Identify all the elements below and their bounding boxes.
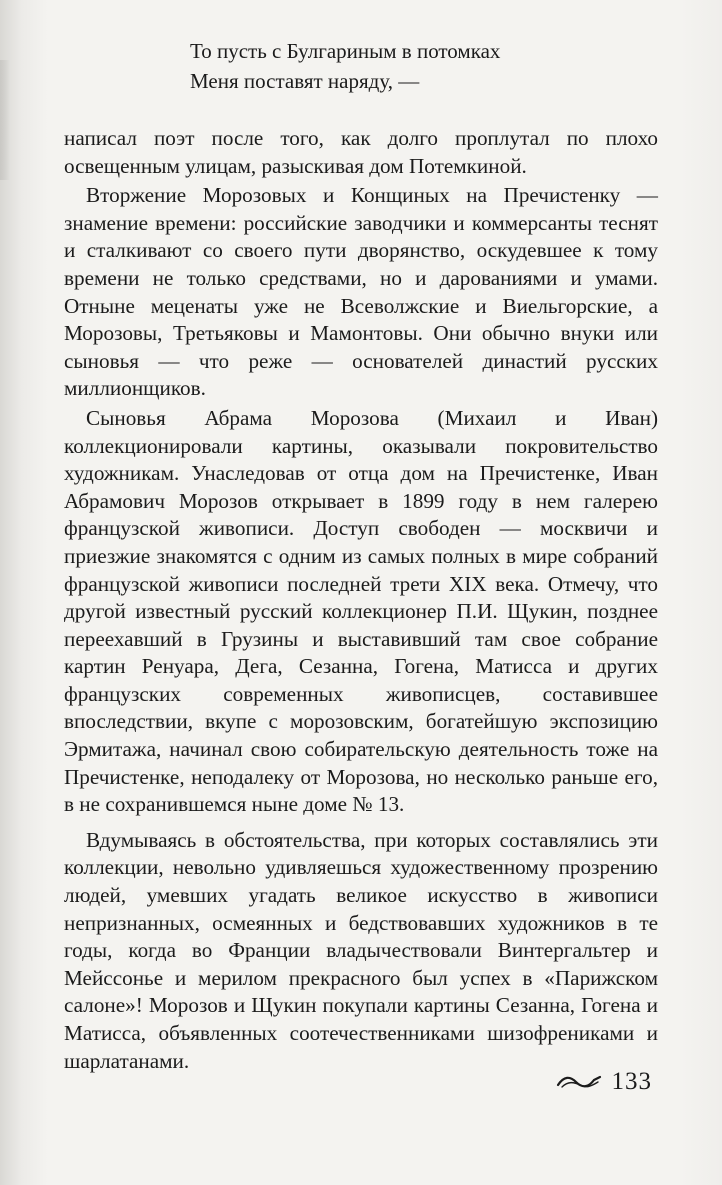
paragraph-2: Вторжение Морозовых и Конщиных на Пречистенку — знамение времени: российские заводчики и коммерсанты теснят и сталкивают со своего пути дворянство, оскудевшее к тому времени не только средствами, но и дарованиями и умами. Отныне меценаты уже не Всеволжские и Виельгорские, а Морозовы, Третьяковы и Мамонтовы. Они обычно внуки или сыновья — что реже — основателей династий русских миллионщиков. bbox=[64, 183, 658, 401]
body-text bbox=[64, 125, 658, 1075]
epigraph-line-2: Меня поставят наряду, — bbox=[190, 69, 420, 93]
paragraph-3: Сыновья Абрама Морозова (Михаил и Иван) коллекционировали картины, оказывали покровительство художникам. Унаследовав от отца дом на Пречистенке, Иван Абрамович Морозов открывает в 1899 году в нем галерею французской живописи. Доступ свободен — москвичи и приезжие знакомятся с одним из самых полных в мире собраний французской живописи последней трети XIX века. Отмечу, что другой известный русский коллекционер П.И. Щукин, позднее переехавший в Грузины и выставивший там свое собрание картин Ренуара, Дега, Сезанна, Гогена, Матисса и других французских современных живописцев, составившее впоследствии, вкупе с морозовским, богатейшую экспозицию Эрмитажа, начинал свою собирательскую деятельность тоже на Пречистенке, неподалеку от Морозова, но несколько раньше его, в не сохранившемся ныне доме № 13. bbox=[64, 405, 658, 817]
tilde-ornament-icon bbox=[556, 1073, 602, 1091]
paragraph-1: написал поэт после того, как долго проплутал по плохо освещенным улицам, разыскивая дом Потемкиной. bbox=[64, 126, 658, 178]
page-number: 133 bbox=[611, 1068, 652, 1095]
page-edge-shadow bbox=[0, 60, 10, 180]
poem-epigraph bbox=[190, 36, 500, 96]
page-footer bbox=[556, 1068, 653, 1096]
paragraph-4: Вдумываясь в обстоятельства, при которых составлялись эти коллекции, невольно удивляешься художественному прозрению людей, умевших угадать великое искусство в живописи непризнанных, осмеянных и бедствовавших художников в те годы, когда во Франции владычествовали Винтергальтер и Мейссонье и мерилом прекрасного был успех в «Парижском салоне»! Морозов и Щукин покупали картины Сезанна, Гогена и Матисса, объявленных соотечественниками шизофрениками и шарлатанами. bbox=[64, 827, 658, 1073]
epigraph-line-1: То пусть с Булгариным в потомках bbox=[190, 39, 501, 63]
